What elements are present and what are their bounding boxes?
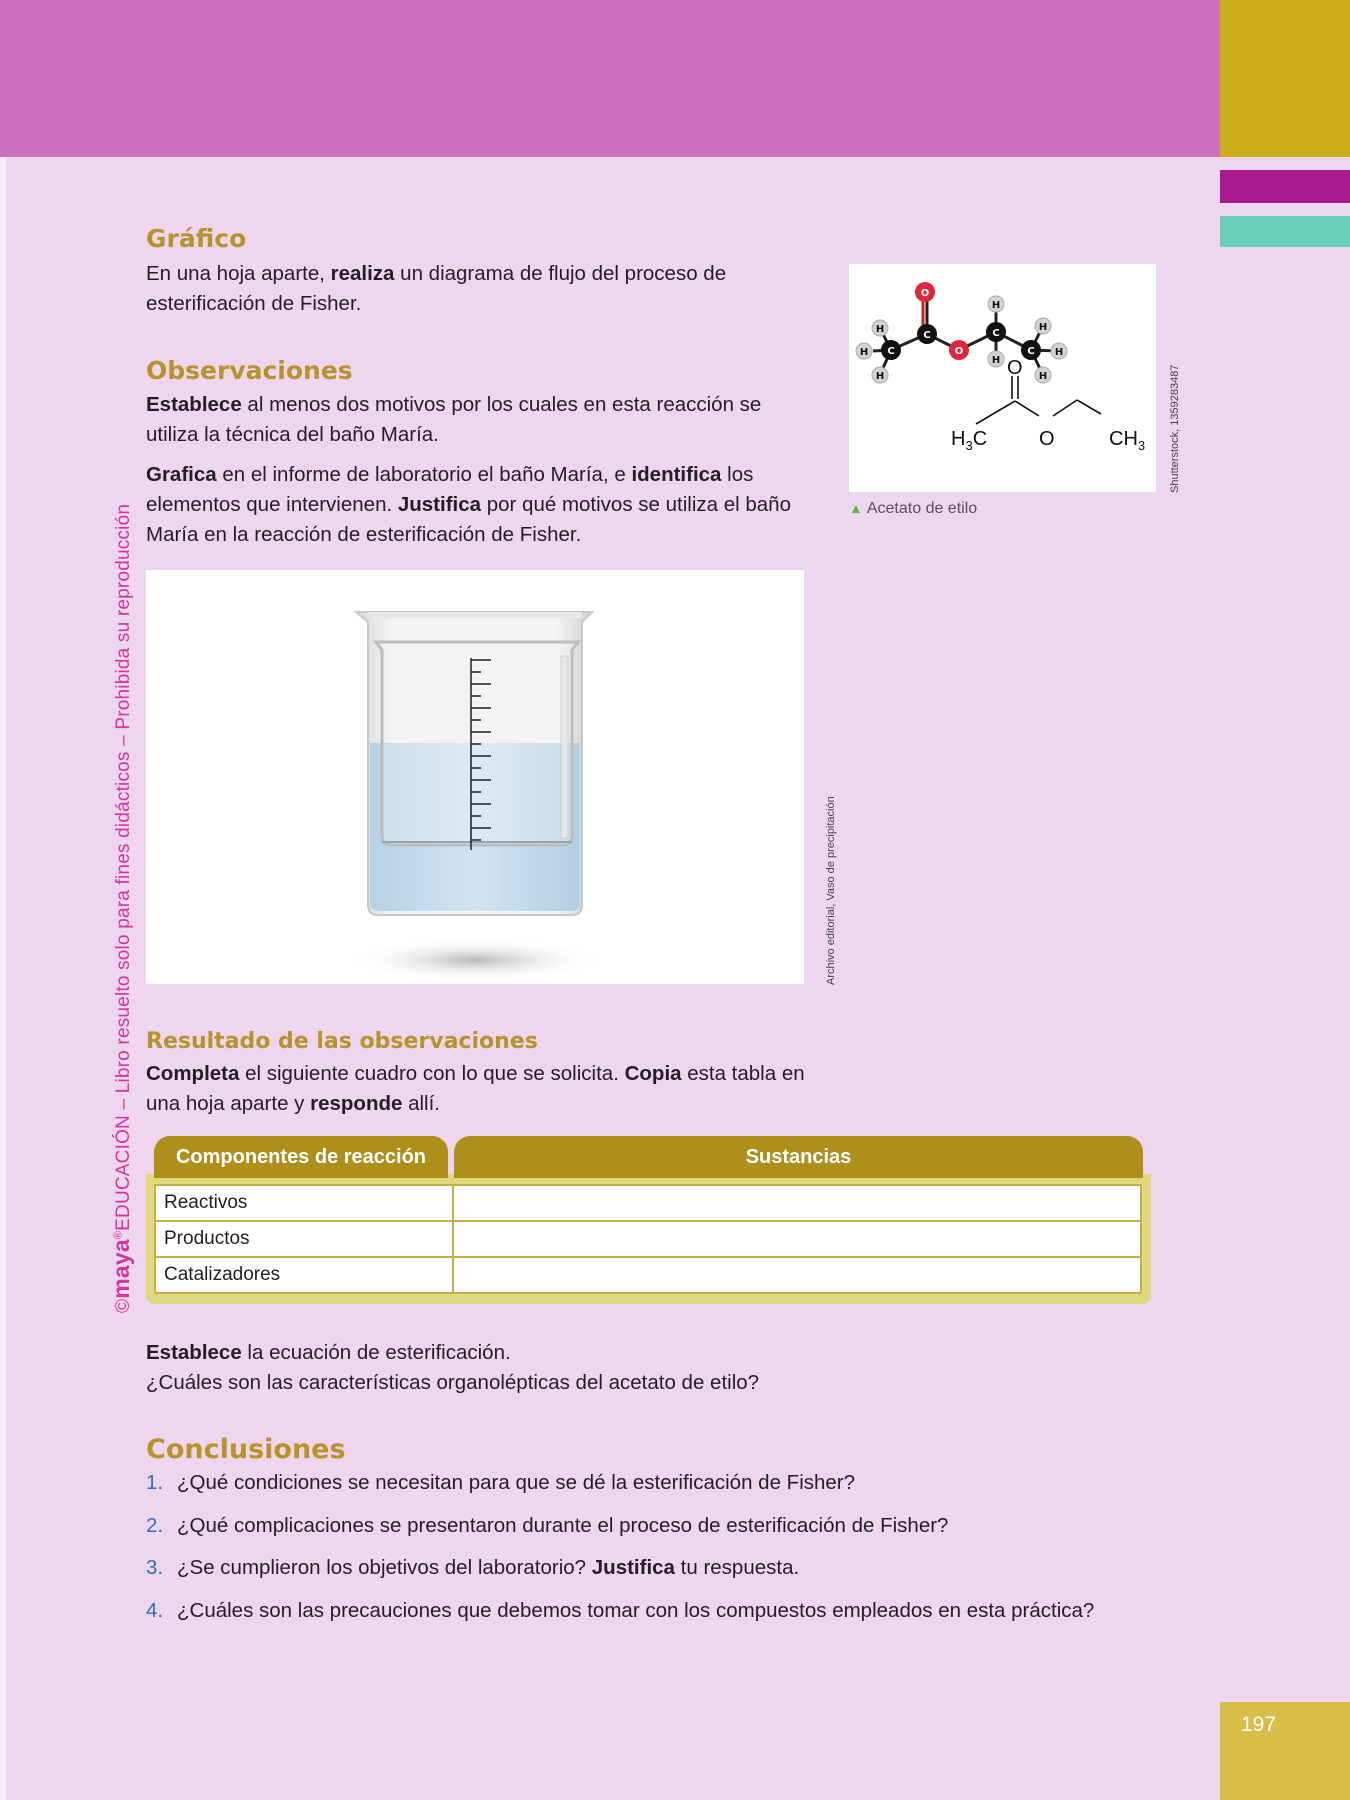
atom-h-label: H <box>991 300 1001 311</box>
formula-ester-o: O <box>1039 428 1055 450</box>
table-cell[interactable] <box>453 1185 1141 1221</box>
page-edge <box>0 157 6 1800</box>
bold-run: Completa <box>146 1062 240 1085</box>
table-grid <box>154 1184 1142 1294</box>
results-table <box>146 1136 1151 1304</box>
formula-carbonyl-o: O <box>1007 357 1023 379</box>
molecule-credit: Shutterstock, 1359283487 <box>1169 364 1181 493</box>
conclusiones-list <box>146 1468 1146 1638</box>
ecuacion-line-2: ¿Cuáles son las características organolépticas del acetato de etilo? <box>146 1371 760 1394</box>
text-run: En una hoja aparte, <box>146 262 331 285</box>
list-item <box>146 1596 1146 1626</box>
bold-run: Establece <box>146 1341 242 1364</box>
atom-c-label: C <box>887 346 895 357</box>
text-run: al menos dos motivos por los cuales en esta reacción se utiliza la técnica del baño María. <box>146 393 762 446</box>
text-run: el siguiente cuadro con lo que se solicita. <box>239 1062 625 1085</box>
beaker-figure <box>146 570 804 984</box>
section-tab-teal <box>1220 216 1350 247</box>
item-number: 4. <box>146 1598 164 1622</box>
atom-h-label: H <box>991 355 1001 366</box>
text-run: allí. <box>402 1092 441 1115</box>
table-row <box>155 1221 1141 1257</box>
bold-run: identifica <box>631 463 722 486</box>
copyright-side-text <box>108 504 135 1313</box>
table-cell[interactable] <box>453 1221 1141 1257</box>
atom-o-label: O <box>954 346 964 357</box>
ecuacion-line-1 <box>146 1338 1046 1368</box>
list-item <box>146 1511 1146 1541</box>
caption-text: Acetato de etilo <box>866 500 978 517</box>
formula-h3c: $H_3C$ <box>951 428 988 453</box>
text-run: por qué motivos se utiliza el baño María en la reacción de esterificación de Fisher. <box>146 493 791 546</box>
item-number: 3. <box>146 1556 164 1579</box>
text-run: la ecuación de esterificación. <box>241 1341 511 1364</box>
text-run: tu respuesta. <box>674 1556 800 1579</box>
observaciones-paragraph-2 <box>146 460 806 550</box>
molecule-caption <box>849 500 977 518</box>
list-item <box>146 1468 1146 1498</box>
bold-run: responde <box>310 1092 403 1115</box>
side-notice: EDUCACIÓN – Libro resuelto solo para fines didácticos – Prohibida su reproducción <box>113 503 134 1231</box>
table-cell: Reactivos <box>155 1185 453 1221</box>
table-cell[interactable] <box>453 1257 1141 1293</box>
atom-h-label: H <box>859 347 869 358</box>
observaciones-paragraph-1 <box>146 390 806 450</box>
bold-run: Copia <box>624 1062 682 1085</box>
beaker-illustration <box>146 570 804 984</box>
text-run: los elementos que intervienen. <box>146 463 754 516</box>
page-number-box <box>1220 1702 1350 1800</box>
table-cell: Catalizadores <box>155 1257 453 1293</box>
bold-run: realiza <box>330 262 395 285</box>
page-number: 197 <box>1241 1713 1277 1736</box>
table-header-componentes: Componentes de reacción <box>154 1136 448 1178</box>
molecule-figure <box>849 264 1156 492</box>
table-body-frame <box>146 1174 1151 1304</box>
atom-c-label: C <box>1027 346 1035 357</box>
atom-h-label: H <box>1054 347 1064 358</box>
beaker-credit: Archivo editorial, Vaso de precipitación <box>825 796 837 985</box>
table-header <box>146 1136 1151 1178</box>
atom-h-label: H <box>875 371 885 382</box>
text-run: ¿Se cumplieron los objetivos del laboratorio? <box>177 1556 592 1579</box>
text-run: en el informe de laboratorio el baño María, e <box>216 463 632 486</box>
text-run: un diagrama de flujo del proceso de esterificación de Fisher. <box>146 262 727 315</box>
resultado-paragraph <box>146 1059 806 1119</box>
atom-h-label: H <box>1038 322 1048 333</box>
grafico-heading: Gráfico <box>146 224 247 253</box>
table-header-sustancias: Sustancias <box>454 1136 1143 1178</box>
atom-o-label: O <box>920 288 930 299</box>
bold-run: Grafica <box>146 463 217 486</box>
observaciones-heading: Observaciones <box>146 356 353 385</box>
resultado-heading: Resultado de las observaciones <box>146 1029 538 1054</box>
section-tab-magenta <box>1220 170 1350 203</box>
bold-run: Justifica <box>397 493 482 516</box>
copyright-symbol: © <box>113 1298 134 1313</box>
grafico-paragraph <box>146 259 806 319</box>
text-run: esta tabla en una hoja aparte y <box>146 1062 805 1115</box>
bold-run: Establece <box>146 393 242 416</box>
atom-c-label: C <box>992 328 1000 339</box>
caption-triangle-icon: ▲ <box>849 500 863 516</box>
ecuacion-block <box>146 1338 1046 1398</box>
header-corner-block <box>1220 0 1350 157</box>
atom-c-label: C <box>923 330 931 341</box>
item-text: ¿Cuáles son las precauciones que debemos tomar con los compuestos empleados en esta práctica? <box>177 1598 1095 1622</box>
item-text: ¿Qué condiciones se necesitan para que se dé la esterificación de Fisher? <box>177 1471 856 1494</box>
bold-run: Justifica <box>591 1556 675 1579</box>
table-row <box>155 1185 1141 1221</box>
item-text <box>177 1553 799 1583</box>
item-number: 2. <box>146 1513 164 1537</box>
item-number: 1. <box>146 1471 164 1494</box>
brand-name: maya <box>108 1239 134 1299</box>
atom-h-label: H <box>875 324 885 335</box>
table-row <box>155 1257 1141 1293</box>
formula-ch3: $CH_3$ <box>1109 428 1146 453</box>
item-text: ¿Qué complicaciones se presentaron durante el proceso de esterificación de Fisher? <box>177 1513 949 1537</box>
header-band <box>0 0 1220 157</box>
atom-h-label: H <box>1038 371 1048 382</box>
conclusiones-heading: Conclusiones <box>146 1434 346 1465</box>
table-cell: Productos <box>155 1221 453 1257</box>
registered-mark: ® <box>112 1230 125 1240</box>
list-item <box>146 1553 1146 1583</box>
ethyl-acetate-illustration <box>849 264 1156 492</box>
